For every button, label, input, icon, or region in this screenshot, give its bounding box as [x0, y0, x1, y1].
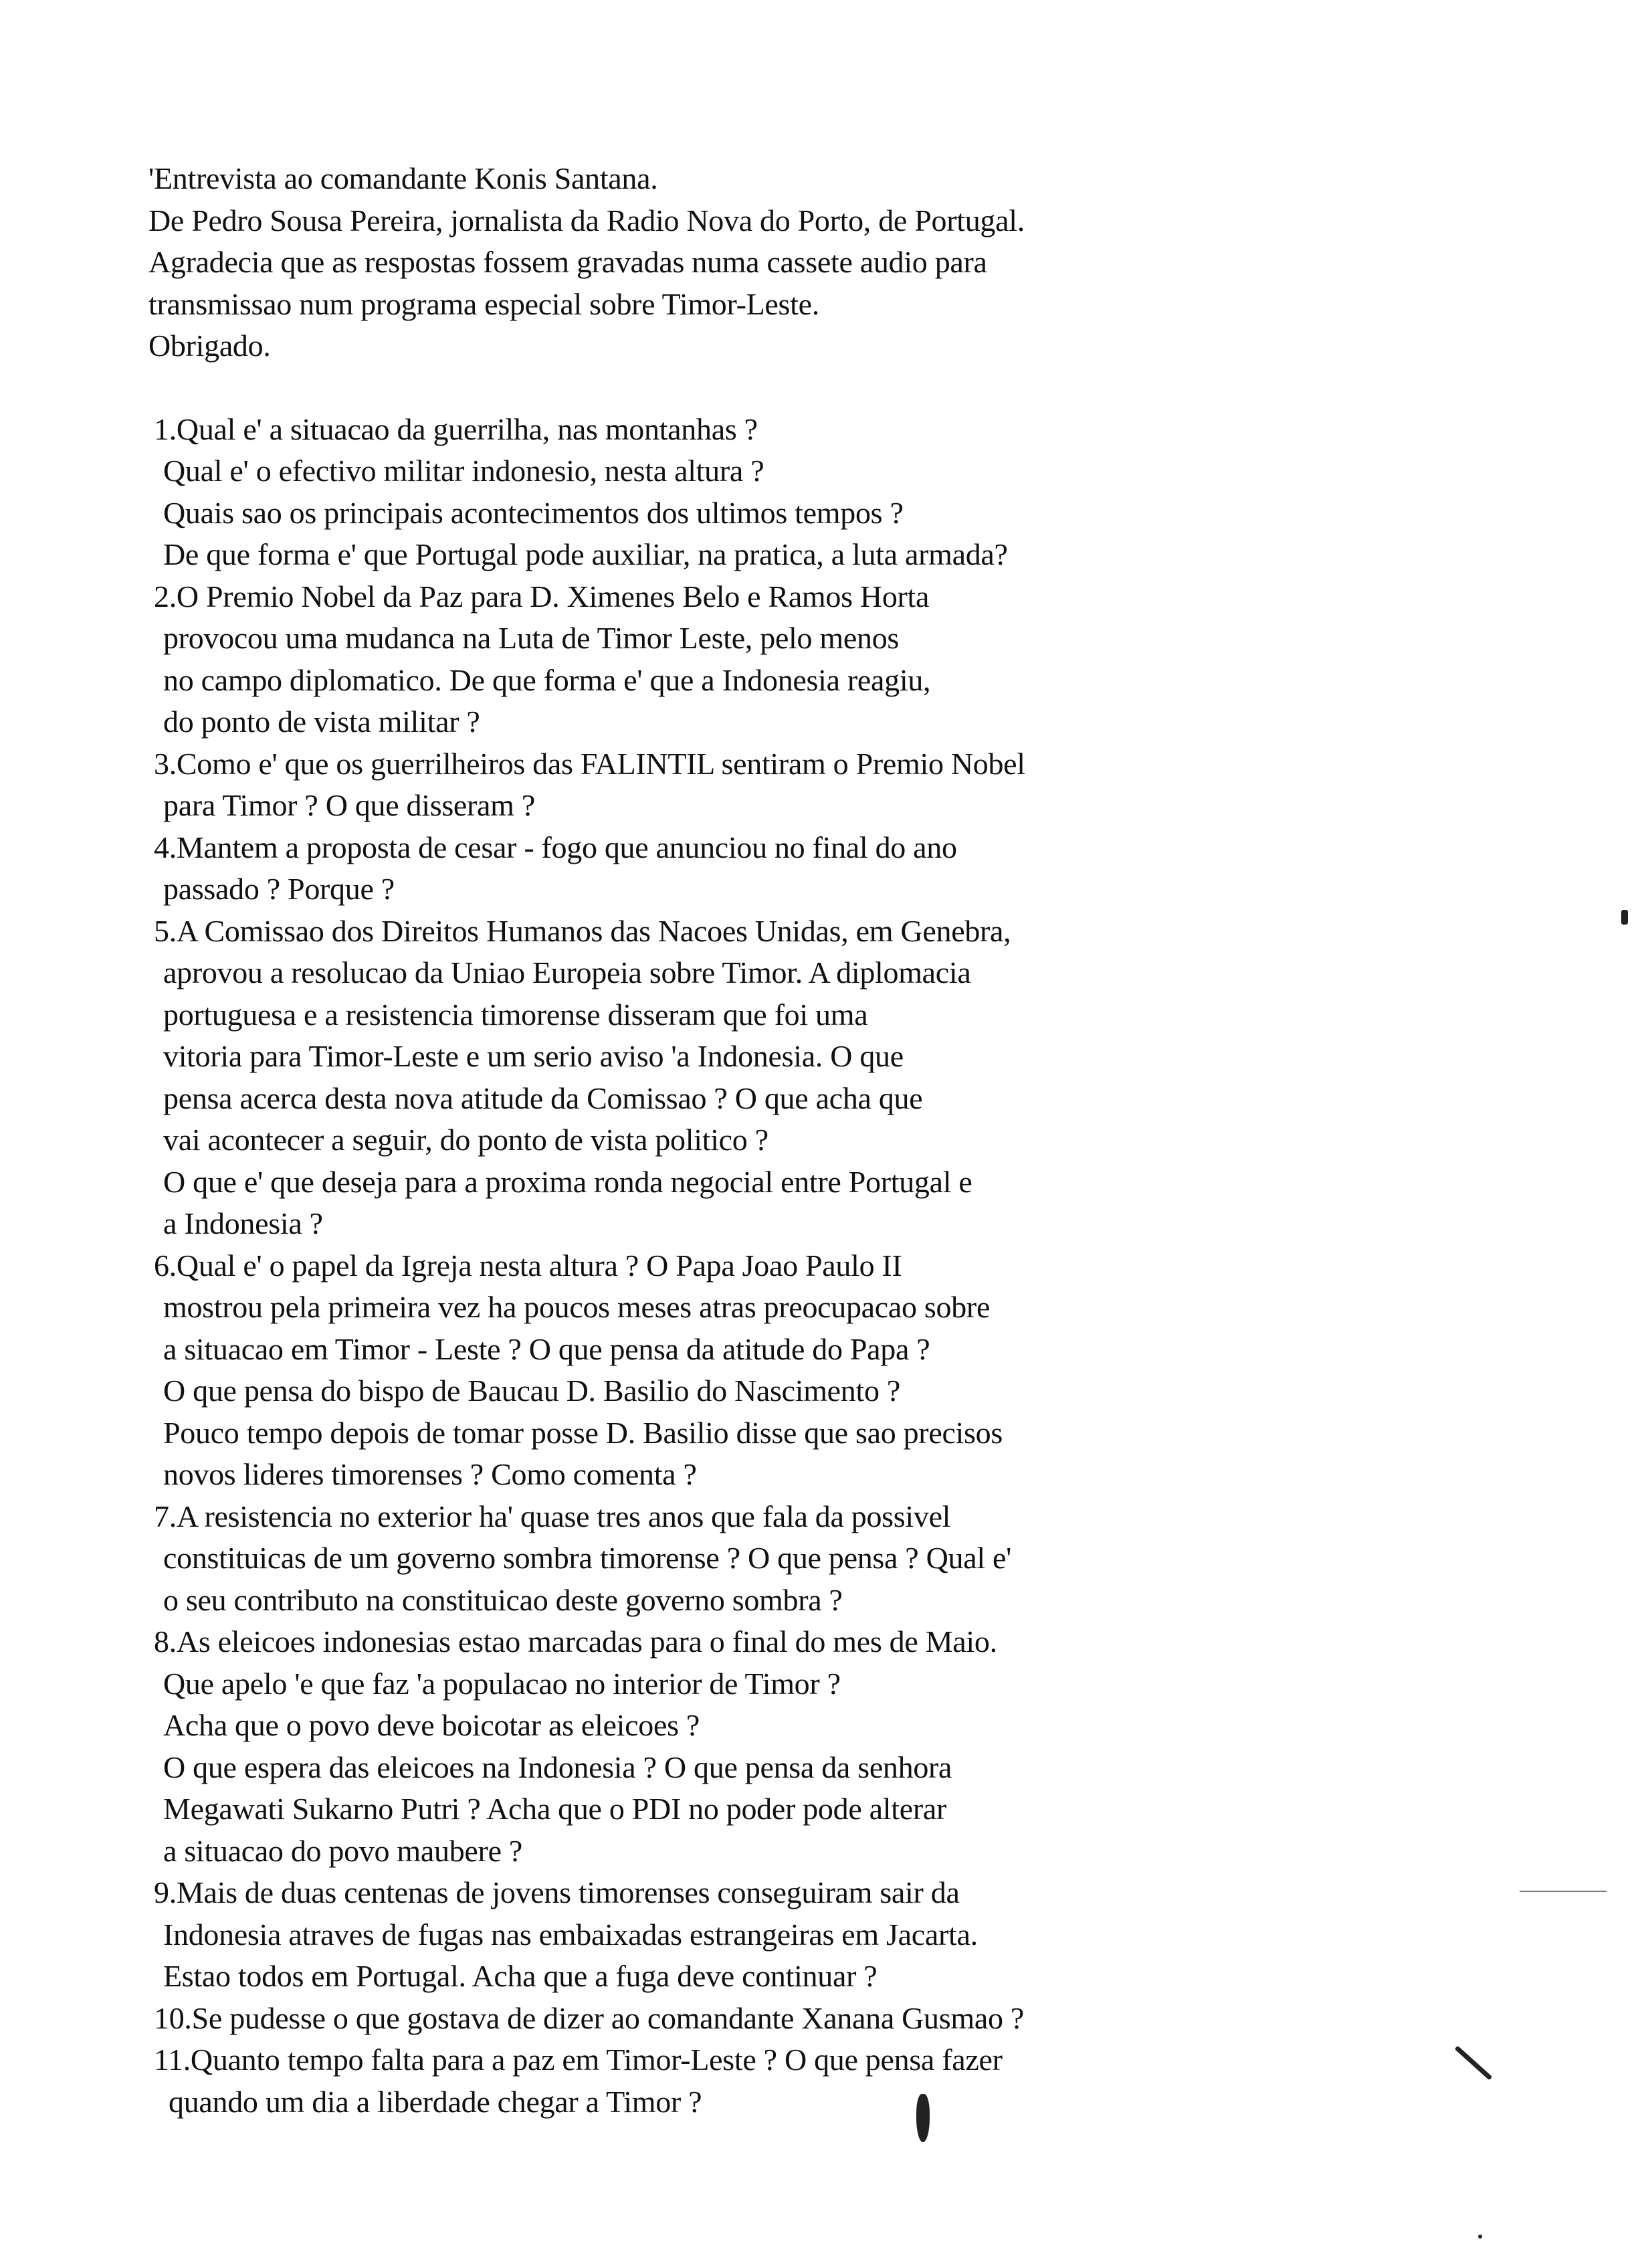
- question-first-line: 10.Se pudesse o que gostava de dizer ao comandante Xanana Gusmao ?: [154, 2000, 1024, 2035]
- question-line: a situacao do povo maubere ?: [163, 1833, 522, 1868]
- question-block: [148, 576, 1285, 743]
- question-block: [148, 743, 1285, 827]
- question-line: Megawati Sukarno Putri ? Acha que o PDI no poder pode alterar: [163, 1792, 946, 1826]
- question-line: Estao todos em Portugal. Acha que a fuga deve continuar ?: [163, 1959, 878, 1993]
- question-line: vai acontecer a seguir, do ponto de vista politico ?: [163, 1123, 768, 1157]
- question-block: [148, 2039, 1285, 2123]
- question-line: passado ? Porque ?: [163, 872, 395, 906]
- question-line: provocou uma mudanca na Luta de Timor Leste, pelo menos: [163, 621, 900, 655]
- author-line: De Pedro Sousa Pereira, jornalista da Radio Nova do Porto, de Portugal.: [148, 203, 1025, 238]
- interview-title: 'Entrevista ao comandante Konis Santana.: [148, 161, 658, 195]
- question-block: [148, 1621, 1285, 1872]
- question-line: Que apelo 'e que faz 'a populacao no interior de Timor ?: [163, 1666, 841, 1701]
- question-line: o seu contributo na constituicao deste governo sombra ?: [163, 1582, 843, 1617]
- request-line: transmissao num programa especial sobre Timor-Leste.: [148, 286, 819, 321]
- question-block: [148, 1496, 1285, 1622]
- question-block: [148, 409, 1285, 576]
- thanks-line: Obrigado.: [148, 328, 271, 363]
- question-line: O que pensa do bispo de Baucau D. Basilio do Nascimento ?: [163, 1374, 900, 1408]
- question-line: do ponto de vista militar ?: [163, 704, 480, 739]
- question-line: a situacao em Timor - Leste ? O que pensa da atitude do Papa ?: [163, 1331, 930, 1366]
- question-first-line: 4.Mantem a proposta de cesar - fogo que anunciou no final do ano: [154, 830, 957, 864]
- question-line: Quais sao os principais acontecimentos dos ultimos tempos ?: [163, 495, 904, 530]
- question-line: aprovou a resolucao da Uniao Europeia sobre Timor. A diplomacia: [163, 955, 971, 989]
- question-first-line: 3.Como e' que os guerrilheiros das FALINTIL sentiram o Premio Nobel: [154, 746, 1025, 781]
- document-body: [148, 158, 1285, 2123]
- question-line: quando um dia a liberdade chegar a Timor ?: [169, 2084, 702, 2119]
- question-block: [148, 1998, 1285, 2040]
- question-block: [148, 827, 1285, 911]
- question-line: O que espera das eleicoes na Indonesia ? O que pensa da senhora: [163, 1750, 952, 1784]
- question-line: a Indonesia ?: [163, 1206, 323, 1240]
- question-line: mostrou pela primeira vez ha poucos meses atras preocupacao sobre: [163, 1290, 991, 1324]
- question-block: [148, 1872, 1285, 1998]
- intro-block: [148, 158, 1285, 367]
- question-line: Qual e' o efectivo militar indonesio, nesta altura ?: [163, 454, 764, 488]
- question-first-line: 2.O Premio Nobel da Paz para D. Ximenes Belo e Ramos Horta: [154, 579, 930, 613]
- request-line: Agradecia que as respostas fossem gravadas numa cassete audio para: [148, 245, 987, 279]
- question-line: Indonesia atraves de fugas nas embaixadas estrangeiras em Jacarta.: [163, 1917, 978, 1952]
- question-line: Pouco tempo depois de tomar posse D. Basilio disse que sao precisos: [163, 1415, 1003, 1450]
- scan-speck: [1520, 1891, 1607, 1892]
- question-line: constituicas de um governo sombra timorense ? O que pensa ? Qual e': [163, 1541, 1012, 1575]
- scan-speck: [1621, 910, 1628, 925]
- question-first-line: 8.As eleicoes indonesias estao marcadas para o final do mes de Maio.: [154, 1624, 997, 1659]
- question-list: [148, 409, 1285, 2123]
- question-first-line: 11.Quanto tempo falta para a paz em Timor-Leste ? O que pensa fazer: [154, 2043, 1003, 2077]
- question-first-line: 9.Mais de duas centenas de jovens timorenses conseguiram sair da: [154, 1875, 960, 1909]
- scan-speck: [1455, 2045, 1493, 2080]
- question-line: De que forma e' que Portugal pode auxiliar, na pratica, a luta armada?: [163, 537, 1008, 571]
- question-line: novos lideres timorenses ? Como comenta ?: [163, 1457, 697, 1491]
- question-first-line: 1.Qual e' a situacao da guerrilha, nas montanhas ?: [154, 411, 758, 446]
- question-first-line: 5.A Comissao dos Direitos Humanos das Nacoes Unidas, em Genebra,: [154, 913, 1011, 948]
- question-first-line: 6.Qual e' o papel da Igreja nesta altura ? O Papa Joao Paulo II: [154, 1248, 902, 1283]
- question-first-line: 7.A resistencia no exterior ha' quase tres anos que fala da possivel: [154, 1499, 951, 1533]
- scan-speck: [1478, 2235, 1482, 2239]
- question-line: Acha que o povo deve boicotar as eleicoes ?: [163, 1708, 700, 1742]
- question-line: O que e' que deseja para a proxima ronda negocial entre Portugal e: [163, 1164, 972, 1199]
- question-line: vitoria para Timor-Leste e um serio aviso 'a Indonesia. O que: [163, 1039, 904, 1073]
- spacer: [148, 367, 1285, 409]
- question-block: [148, 911, 1285, 1245]
- question-block: [148, 1245, 1285, 1496]
- question-line: no campo diplomatico. De que forma e' que a Indonesia reagiu,: [163, 662, 931, 697]
- question-line: para Timor ? O que disseram ?: [163, 788, 535, 822]
- question-line: pensa acerca desta nova atitude da Comissao ? O que acha que: [163, 1080, 923, 1115]
- scan-speck: [916, 2094, 930, 2142]
- question-line: portuguesa e a resistencia timorense disseram que foi uma: [163, 997, 868, 1032]
